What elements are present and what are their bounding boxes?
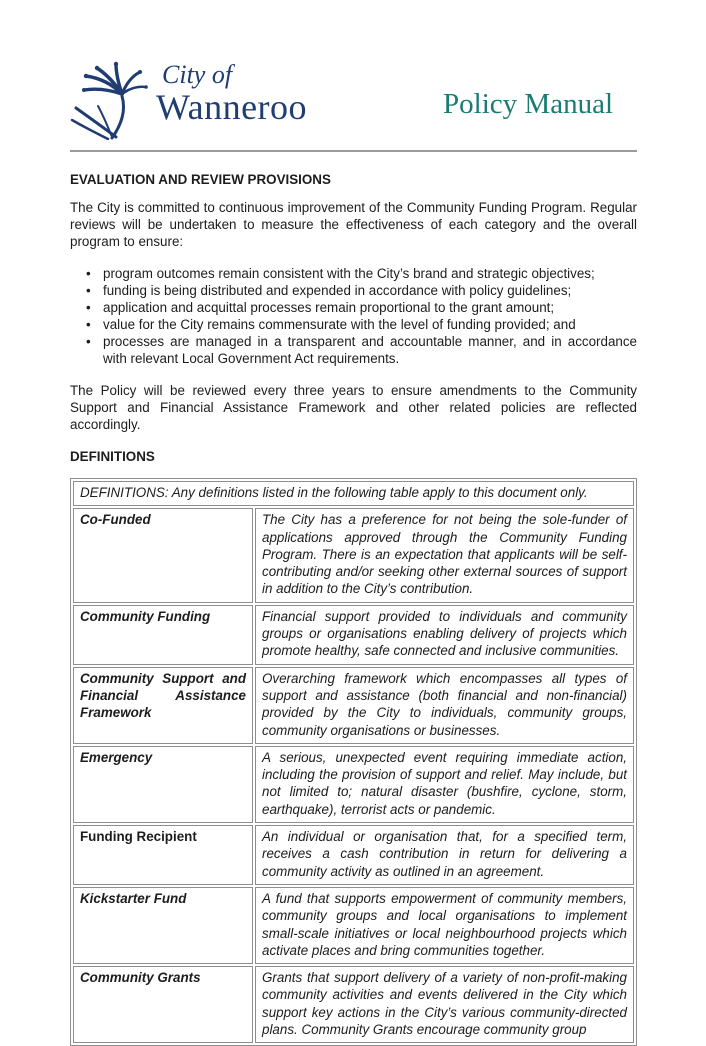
term-cell: Funding Recipient: [73, 825, 253, 885]
policy-manual-title: Policy Manual: [443, 88, 613, 120]
definition-cell: Grants that support delivery of a variety of non-profit-making community activities and events delivered in the City which support key actions in the City’s various community-directed plans. Community Grants encourage community group: [255, 966, 634, 1043]
term-cell: Emergency: [73, 746, 253, 823]
term-cell: Co-Funded: [73, 508, 253, 602]
city-logo: [70, 60, 307, 140]
bullet-item: • funding is being distributed and expended in accordance with policy guidelines;: [70, 282, 637, 299]
table-row: [73, 667, 634, 744]
kangaroo-paw-icon: [70, 60, 150, 140]
table-row: [73, 746, 634, 823]
term-cell: Community Grants: [73, 966, 253, 1043]
definition-cell: A fund that supports empowerment of community members, community groups and local organisations to implement small-scale initiatives or local neighbourhood projects which activate places and bring communities together.: [255, 887, 634, 964]
definitions-table: [70, 478, 637, 1046]
definitions-note-cell: DEFINITIONS: Any definitions listed in the following table apply to this document only.: [73, 481, 634, 506]
definition-cell: The City has a preference for not being the sole-funder of applications approved through the Community Funding Program. There is an expectation that applicants will be self-contributing and/or seeking other external sources of support in addition to the City’s contribution.: [255, 508, 634, 602]
evaluation-intro-paragraph: The City is committed to continuous improvement of the Community Funding Program. Regular reviews will be undertaken to measure the effectiveness of each category and the overall program to ensure:: [70, 200, 637, 249]
bullet-item: • processes are managed in a transparent and accountable manner, and in accordance with relevant Local Government Act requirements.: [70, 333, 637, 367]
logo-wordmark: [156, 60, 307, 125]
section-heading-definitions: DEFINITIONS: [70, 449, 155, 464]
term-cell: Community Support and Financial Assistance Framework: [73, 667, 253, 744]
document-body: [70, 171, 637, 1046]
logo-wanneroo: Wanneroo: [156, 87, 308, 127]
evaluation-closing-paragraph: The Policy will be reviewed every three years to ensure amendments to the Community Support and Financial Assistance Framework and other related policies are reflected accordingly.: [70, 383, 637, 432]
table-row: [73, 605, 634, 665]
table-row: [73, 825, 634, 885]
definition-cell: Overarching framework which encompasses all types of support and assistance (both financial and non-financial) provided by the City to individuals, community groups, community organisations or businesses.: [255, 667, 634, 744]
evaluation-bullet-list: [70, 265, 637, 367]
table-row: [73, 887, 634, 964]
term-cell: Community Funding: [73, 605, 253, 665]
term-cell: Kickstarter Fund: [73, 887, 253, 964]
table-row: [73, 508, 634, 602]
section-heading-evaluation: EVALUATION AND REVIEW PROVISIONS: [70, 172, 331, 187]
definition-cell: A serious, unexpected event requiring immediate action, including the provision of support and relief. May include, but not limited to; natural disaster (bushfire, cyclone, storm, earthquake), terrorist acts or pandemic.: [255, 746, 634, 823]
page-header: [70, 60, 637, 140]
header-divider: [70, 150, 637, 152]
logo-city-of: City of: [162, 60, 233, 89]
definition-cell: Financial support provided to individuals and community groups or organisations enabling delivery of projects which promote healthy, safe connected and inclusive communities.: [255, 605, 634, 665]
definitions-note-row: [73, 481, 634, 506]
bullet-item: • value for the City remains commensurate with the level of funding provided; and: [70, 316, 637, 333]
bullet-item: • program outcomes remain consistent with the City’s brand and strategic objectives;: [70, 265, 637, 282]
bullet-item: • application and acquittal processes remain proportional to the grant amount;: [70, 299, 637, 316]
definition-cell: An individual or organisation that, for a specified term, receives a cash contribution in return for delivering a community activity as outlined in an agreement.: [255, 825, 634, 885]
